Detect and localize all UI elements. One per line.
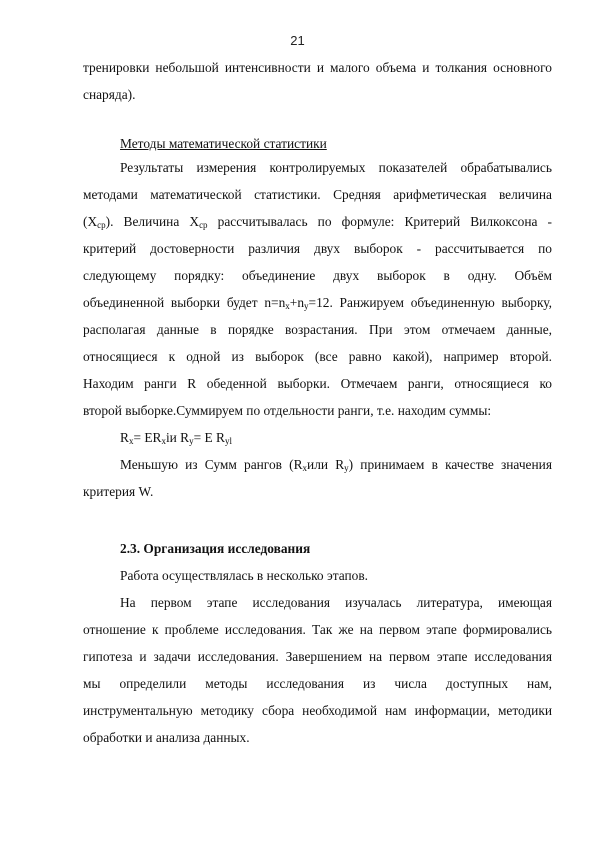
body-text-line: критерий достоверности различия двух выборок - рассчитывается по [83,241,552,256]
body-text-line: относящиеся к одной из выборок (все равно какой), например второй. [83,349,552,364]
body-text-line: Результаты измерения контролируемых показателей обрабатывались [120,160,552,175]
body-text-line: мы определили методы исследования из числа доступных нам, [83,676,552,691]
body-text-line: $(Х_{ср})$. Величина $Х_{ср}$ рассчитывалась по формуле: Критерий Вилкоксона - [83,214,552,230]
section-heading-statistics: Методы математической статистики [120,136,327,151]
body-text-line: Меньшую из Сумм рангов ($R_xили$ $R_y$) принимаем в качестве значения [120,457,552,473]
body-text-line: располагая данные в порядке возрастания. При этом отмечаем данные, [83,322,552,337]
body-text-line: тренировки небольшой интенсивности и малого объема и толкания основного [83,60,552,75]
body-text-line: методами математической статистики. Средняя арифметическая величина [83,187,552,202]
body-text-line: инструментальную методику сбора необходимой нам информации, методики [83,703,552,718]
section-heading-organization: 2.3. Организация исследования [120,541,311,556]
body-text-line: критерия W. [83,484,154,499]
body-text-line: объединенной выборки будет $n=n_x+n_y=12$. Ранжируем объединенную выборку, [83,295,552,311]
body-text-line: обработки и анализа данных. [83,730,250,745]
body-text-line: снаряда). [83,87,136,102]
page-number: 21 [290,33,305,48]
body-text-line: гипотеза и задачи исследования. Завершением на первом этапе исследования [83,649,552,664]
rank-sum-formula: $R_x= ER_xiи$ $R_y= E$ $R_{yl}$ [120,430,232,446]
body-text-line: отношение к проблеме исследования. Так же на первом этапе формировались [83,622,552,637]
body-text-line: следующему порядку: объединение двух выборок в одну. Объём [83,268,552,283]
body-text-line: Работа осуществлялась в несколько этапов. [120,568,369,583]
body-text-line: Находим ранги R обеденной выборки. Отмечаем ранги, относящиеся ко [83,376,552,391]
body-text-line: На первом этапе исследования изучалась литература, имеющая [120,595,552,610]
body-text-line: второй выборке.Суммируем по отдельности ранги, т.е. находим суммы: [83,403,492,418]
